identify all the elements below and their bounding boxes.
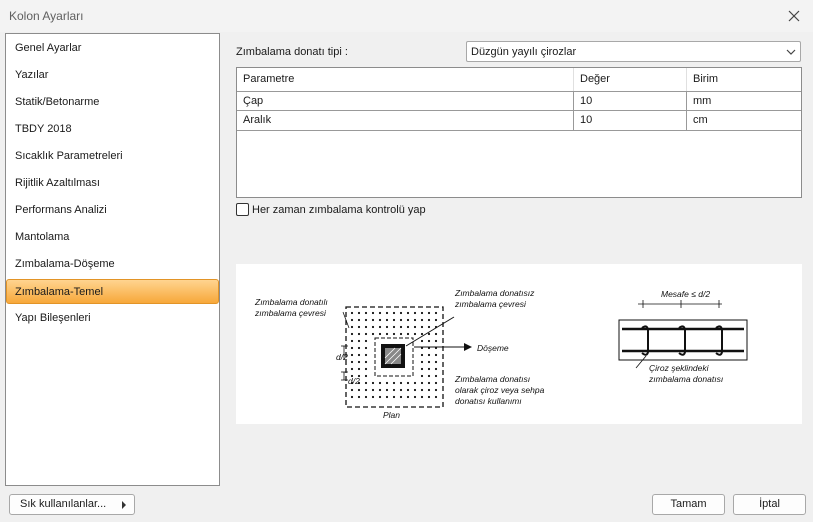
favorites-label: Sık kullanılanlar... [20, 498, 107, 510]
rebar-type-label: Zımbalama donatı tipi : [236, 46, 348, 58]
sidebar-item-genel-ayarlar[interactable]: Genel Ayarlar [15, 42, 82, 54]
favorites-button[interactable] [9, 494, 135, 515]
parameter-table [236, 67, 802, 198]
punching-rebar-diagram [236, 264, 802, 424]
label-with-rebar: Zımbalama donatılı zımbalama çevresi [255, 297, 328, 318]
settings-category-list[interactable] [5, 33, 220, 486]
label-tie: Çiroz şeklindeki zımbalama donatısı [649, 363, 724, 384]
sidebar-item-statik-betonarme[interactable]: Statik/Betonarme [15, 96, 100, 108]
column-header-birim[interactable]: Birim [693, 73, 719, 85]
table-cell-parameter: Aralık [237, 111, 574, 131]
sidebar-item-tbdy-2018[interactable]: TBDY 2018 [15, 123, 72, 135]
label-slab: Döşeme [477, 343, 509, 353]
sidebar-item-yapi-bilesenleri[interactable]: Yapı Bileşenleri [15, 312, 91, 324]
sidebar-item-yazilar[interactable]: Yazılar [15, 69, 49, 81]
table-cell-value[interactable]: 10 [574, 92, 687, 112]
label-d2-lower: d/2 [348, 376, 360, 386]
label-without-rebar: Zımbalama donatısız zımbalama çevresi [455, 288, 535, 309]
rebar-type-value: Düzgün yayılı çirozlar [471, 46, 577, 58]
label-plan: Plan [383, 410, 401, 420]
table-row[interactable] [237, 91, 801, 111]
title-bar [0, 0, 813, 32]
sidebar-item-performans-analizi[interactable]: Performans Analizi [15, 204, 107, 216]
column-header-deger[interactable]: Değer [574, 68, 687, 91]
window-title: Kolon Ayarları [9, 9, 84, 23]
table-cell-value[interactable]: 10 [574, 111, 687, 131]
close-button[interactable] [783, 5, 805, 27]
dialog-footer [0, 487, 813, 522]
column-header-parametre[interactable]: Parametre [237, 68, 574, 91]
chevron-down-icon [786, 48, 796, 56]
table-cell-unit: cm [693, 114, 708, 126]
always-check-punching-label[interactable]: Her zaman zımbalama kontrolü yap [252, 204, 426, 216]
cancel-button[interactable]: İptal [733, 494, 806, 515]
table-row[interactable] [237, 111, 801, 131]
sidebar-item-mantolama[interactable]: Mantolama [15, 231, 70, 243]
sidebar-item-rijitlik-azaltilmasi[interactable]: Rijitlik Azaltılması [15, 177, 100, 189]
sidebar-item-zimbalama-doseme[interactable]: Zımbalama-Döşeme [15, 258, 115, 270]
rebar-type-dropdown[interactable] [466, 41, 801, 62]
table-cell-unit: mm [693, 95, 712, 107]
label-spacing: Mesafe ≤ d/2 [661, 289, 711, 299]
ok-button[interactable]: Tamam [652, 494, 725, 515]
label-d2-upper: d/2 [336, 352, 348, 362]
sidebar-item-zimbalama-temel[interactable]: Zımbalama-Temel [6, 279, 219, 304]
label-usage: Zımbalama donatısı olarak çiroz veya sehpa donatısı kullanımı [455, 374, 545, 406]
sidebar-item-sicaklik-parametreleri[interactable]: Sıcaklık Parametreleri [15, 150, 123, 162]
always-check-punching-checkbox[interactable] [236, 203, 249, 216]
chevron-right-icon [121, 501, 127, 509]
close-icon [783, 5, 805, 27]
table-cell-parameter: Çap [237, 92, 574, 112]
